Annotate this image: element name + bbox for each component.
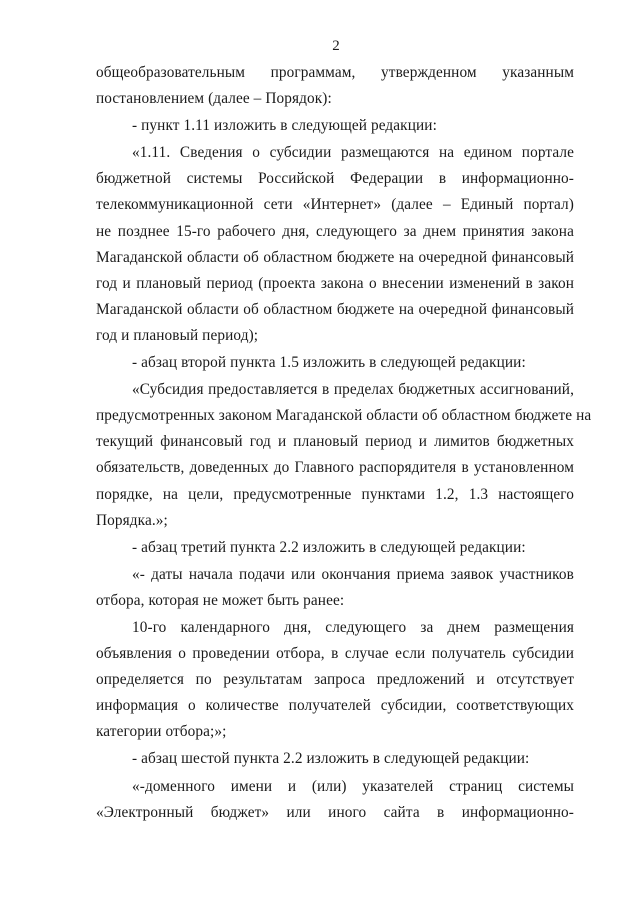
- text-line: обязательств, доведенных до Главного распорядителя в установленном: [96, 459, 574, 477]
- text-line: Магаданской области об областном бюджете на очередной финансовый: [96, 300, 574, 318]
- text-line: информация о количестве получателей субсидии, соответствующих: [96, 697, 574, 715]
- text-line: телекоммуникационной сети «Интернет» (далее – Единый портал): [96, 196, 574, 214]
- text-line: год и плановый период);: [96, 326, 259, 344]
- paragraph-p2: [96, 140, 574, 349]
- text-line: - абзац второй пункта 1.5 изложить в следующей редакции:: [132, 354, 526, 372]
- text-line: порядке, на цели, предусмотренные пунктами 1.2, 1.3 настоящего: [96, 485, 574, 503]
- text-line: постановлением (далее – Порядок):: [96, 90, 332, 108]
- paragraph-p9: [96, 774, 574, 826]
- text-line: год и плановый период (проекта закона о внесении изменений в закон: [96, 274, 574, 292]
- text-line: Порядка.»;: [96, 511, 168, 529]
- paragraph-p1: [96, 113, 574, 139]
- text-line: 10-го календарного дня, следующего за днем размещения: [132, 618, 574, 636]
- text-line: «Электронный бюджет» или иного сайта в информационно-: [96, 803, 574, 821]
- text-line: текущий финансовый год и плановый период и лимитов бюджетных: [96, 433, 574, 451]
- text-line: «-доменного имени и (или) указателей страниц системы: [132, 777, 574, 795]
- paragraph-p4: [96, 377, 592, 534]
- page-number: 2: [332, 38, 340, 54]
- paragraph-p7: [96, 615, 574, 745]
- text-line: объявления о проведении отбора, в случае если получатель субсидии: [96, 645, 574, 663]
- text-line: отбора, которая не может быть ранее:: [96, 591, 345, 609]
- text-line: - абзац шестой пункта 2.2 изложить в следующей редакции:: [132, 750, 530, 768]
- text-line: категории отбора;»;: [96, 723, 227, 741]
- text-line: - пункт 1.11 изложить в следующей редакции:: [132, 117, 437, 135]
- paragraph-p3: [96, 350, 574, 376]
- text-line: предусмотренных законом Магаданской области об областном бюджете на: [96, 407, 592, 425]
- paragraph-p0: [96, 60, 574, 112]
- paragraph-p5: [96, 535, 574, 561]
- text-line: не позднее 15-го рабочего дня, следующего за днем принятия закона: [96, 222, 574, 240]
- text-line: Магаданской области об областном бюджете на очередной финансовый: [96, 248, 574, 266]
- text-line: определяется по результатам запроса предложений и отсутствует: [96, 671, 574, 689]
- text-line: общеобразовательным программам, утвержденном указанным: [96, 64, 574, 81]
- paragraph-p6: [96, 562, 574, 614]
- document-body: [96, 60, 592, 827]
- text-line: - абзац третий пункта 2.2 изложить в следующей редакции:: [132, 538, 526, 556]
- text-line: «Субсидия предоставляется в пределах бюджетных ассигнований,: [132, 381, 574, 399]
- paragraph-p8: [96, 746, 574, 772]
- text-line: «1.11. Сведения о субсидии размещаются на едином портале: [132, 144, 574, 162]
- text-line: бюджетной системы Российской Федерации в информационно-: [96, 170, 574, 188]
- text-line: «- даты начала подачи или окончания приема заявок участников: [132, 565, 574, 583]
